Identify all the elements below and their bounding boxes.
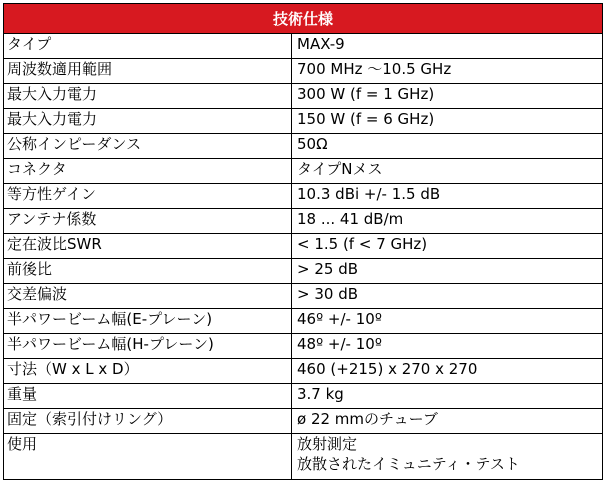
spec-row: [4, 34, 603, 59]
spec-value: [292, 259, 603, 284]
spec-label: 半パワービーム幅(E-プレーン): [4, 309, 292, 334]
spec-value-line: 3.7 kg: [297, 385, 344, 403]
spec-value: [292, 159, 603, 184]
spec-table-body: [4, 34, 603, 480]
spec-value: [292, 234, 603, 259]
spec-label: 使用: [4, 434, 292, 480]
spec-value-line: タイプNメス: [297, 160, 383, 178]
spec-row: [4, 59, 603, 84]
spec-value-line: 48º +/- 10º: [297, 335, 382, 353]
spec-label: 重量: [4, 384, 292, 409]
spec-label: 定在波比SWR: [4, 234, 292, 259]
spec-value-line: 放散されたイミュニティ・テスト: [297, 455, 520, 473]
spec-value-line: 放射測定: [297, 435, 358, 453]
spec-value-line: 10.3 dBi +/- 1.5 dB: [297, 185, 441, 203]
spec-label: コネクタ: [4, 159, 292, 184]
spec-label: 前後比: [4, 259, 292, 284]
spec-row: [4, 84, 603, 109]
spec-value: [292, 59, 603, 84]
spec-label: 固定（索引付けリング）: [4, 409, 292, 434]
spec-value-line: > 25 dB: [297, 260, 359, 278]
spec-label: タイプ: [4, 34, 292, 59]
spec-label: 公称インピーダンス: [4, 134, 292, 159]
spec-value: [292, 84, 603, 109]
spec-value: [292, 34, 603, 59]
spec-value: [292, 109, 603, 134]
spec-label: 最大入力電力: [4, 84, 292, 109]
spec-row: [4, 109, 603, 134]
spec-value: [292, 309, 603, 334]
spec-label: 半パワービーム幅(H-プレーン): [4, 334, 292, 359]
spec-table: [3, 3, 603, 480]
spec-row: [4, 184, 603, 209]
spec-value: [292, 184, 603, 209]
spec-value-line: < 1.5 (f < 7 GHz): [297, 235, 428, 253]
spec-row: [4, 284, 603, 309]
spec-row: [4, 134, 603, 159]
spec-row: [4, 234, 603, 259]
spec-label: 等方性ゲイン: [4, 184, 292, 209]
spec-value-line: MAX-9: [297, 35, 345, 53]
spec-value-line: > 30 dB: [297, 285, 359, 303]
spec-value-line: 18 ... 41 dB/m: [297, 210, 404, 228]
spec-value-line: 50Ω: [297, 135, 328, 153]
spec-value-line: 460 (+215) x 270 x 270: [297, 360, 478, 378]
spec-value: [292, 434, 603, 480]
spec-value-line: 300 W (f = 1 GHz): [297, 85, 435, 103]
spec-row: [4, 409, 603, 434]
spec-row: [4, 209, 603, 234]
spec-value: [292, 334, 603, 359]
spec-label: アンテナ係数: [4, 209, 292, 234]
spec-row: [4, 434, 603, 480]
spec-row: [4, 259, 603, 284]
spec-value: [292, 284, 603, 309]
spec-value: [292, 359, 603, 384]
spec-row: [4, 159, 603, 184]
spec-label: 周波数適用範囲: [4, 59, 292, 84]
spec-value-line: ø 22 mmのチューブ: [297, 410, 438, 428]
spec-label: 交差偏波: [4, 284, 292, 309]
spec-row: [4, 359, 603, 384]
spec-value-line: 700 MHz ～10.5 GHz: [297, 60, 452, 78]
spec-row: [4, 309, 603, 334]
spec-row: [4, 334, 603, 359]
spec-table-title: 技術仕様: [4, 4, 603, 34]
spec-value-line: 150 W (f = 6 GHz): [297, 110, 435, 128]
spec-row: [4, 384, 603, 409]
spec-header-row: [4, 4, 603, 34]
spec-value: [292, 384, 603, 409]
spec-value: [292, 409, 603, 434]
spec-value: [292, 209, 603, 234]
spec-label: 最大入力電力: [4, 109, 292, 134]
spec-value: [292, 134, 603, 159]
spec-label: 寸法（W x L x D）: [4, 359, 292, 384]
spec-value-line: 46º +/- 10º: [297, 310, 382, 328]
